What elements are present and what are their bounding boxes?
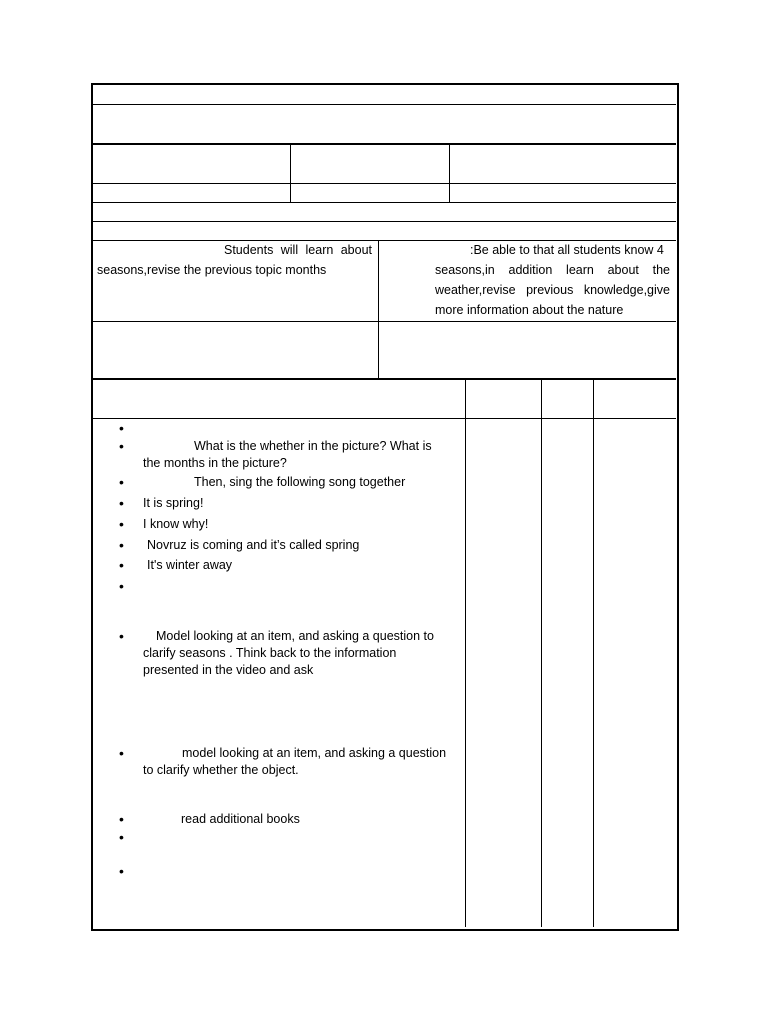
song-line-4: It's winter away <box>147 558 233 572</box>
bullet-marker: • <box>119 420 124 436</box>
bullet-marker: • <box>119 578 124 594</box>
row-divider <box>92 143 676 145</box>
objectives-right: seasons,in addition learn about the weather,revise previous knowledge,give more information about the nature <box>435 263 670 317</box>
picture-question-line2: the months in the picture? <box>143 456 287 470</box>
bullet-marker: • <box>119 438 124 454</box>
bullet-marker: • <box>119 745 124 761</box>
row-divider <box>92 378 676 380</box>
row-divider <box>92 183 676 184</box>
bullet-marker: • <box>119 811 124 827</box>
objectives-right-first-line <box>470 242 664 258</box>
bullet-marker: • <box>119 557 124 573</box>
bullet-marker: • <box>119 537 124 553</box>
model-activity-2-line2: to clarify whether the object. <box>143 763 299 777</box>
column-divider <box>465 378 466 927</box>
row-divider <box>92 104 676 105</box>
row-divider <box>92 202 676 203</box>
bullet-marker: • <box>119 474 124 490</box>
row-divider <box>92 221 676 222</box>
homework-item: read additional books <box>181 812 300 826</box>
objectives-right-text <box>435 260 670 320</box>
bullet-marker: • <box>119 495 124 511</box>
song-line-2: I know why! <box>143 517 209 531</box>
column-divider <box>378 240 379 378</box>
song-intro: Then, sing the following song together <box>194 475 406 489</box>
model-activity-1-line2: clarify seasons . Think back to the information <box>143 646 397 660</box>
column-divider <box>541 378 542 927</box>
column-divider <box>593 378 594 927</box>
song-line-1: It is spring! <box>143 496 204 510</box>
bullet-marker: • <box>119 628 124 644</box>
row-divider <box>92 321 676 322</box>
model-activity-1-line3: presented in the video and ask <box>143 663 314 677</box>
song-line-3: Novruz is coming and it’s called spring <box>147 538 360 552</box>
model-activity-1-line1: Model looking at an item, and asking a question to <box>156 629 434 643</box>
bullet-marker: • <box>119 829 124 845</box>
bullet-marker: • <box>119 516 124 532</box>
column-divider <box>290 143 291 202</box>
bullet-marker: • <box>119 863 124 879</box>
objectives-left-text <box>97 240 372 280</box>
row-divider <box>92 418 676 419</box>
objectives-right-line1: :Be able to that all students know 4 <box>470 243 664 257</box>
picture-question-line1: What is the whether in the picture? What is <box>194 439 432 453</box>
model-activity-2-line1: model looking at an item, and asking a question <box>182 746 447 760</box>
objectives-left: Students will learn about seasons,revise the previous topic months <box>97 243 372 277</box>
column-divider <box>449 143 450 202</box>
